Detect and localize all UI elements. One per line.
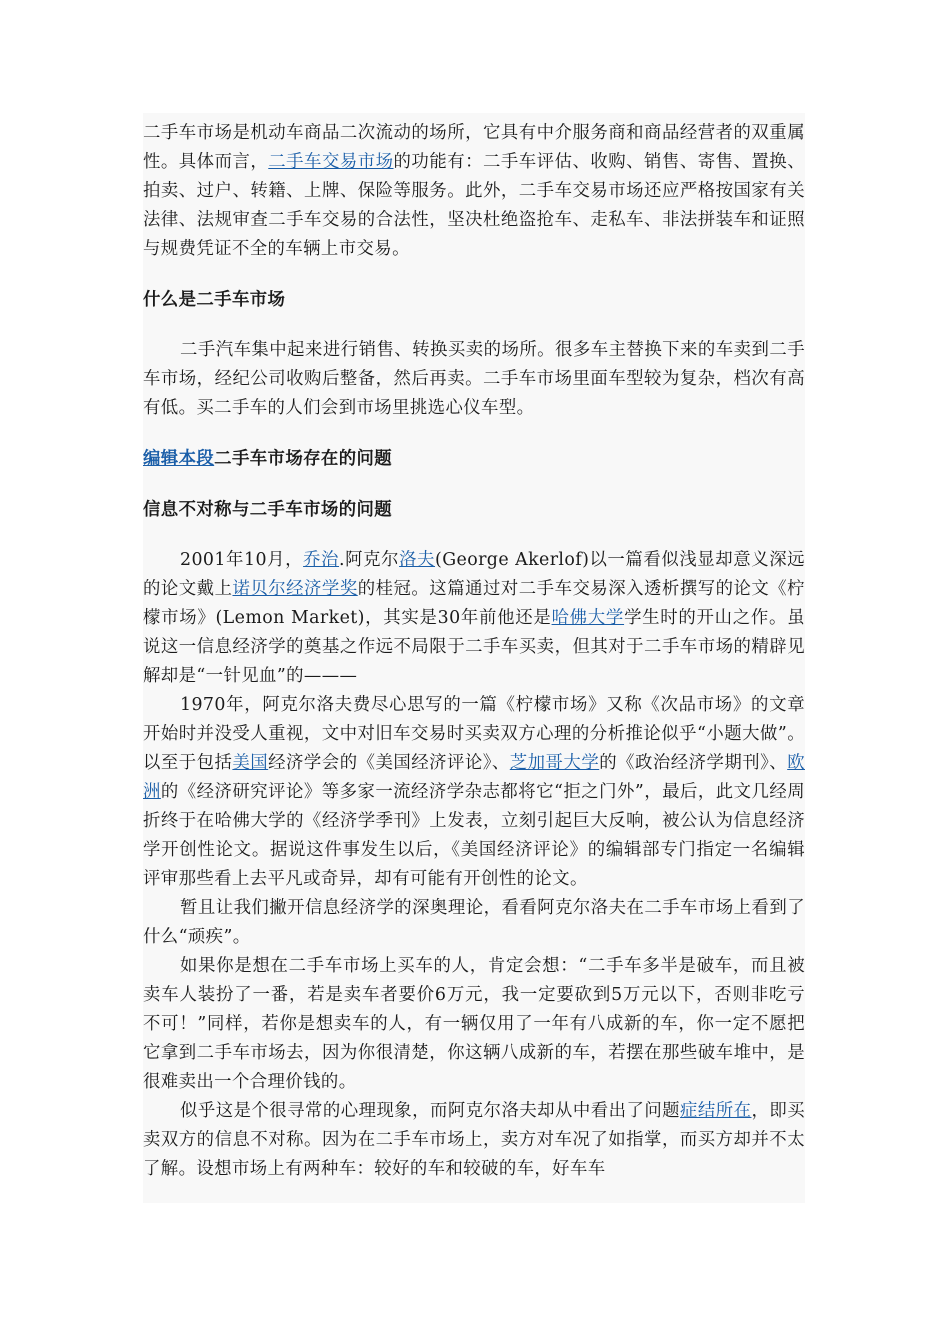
text-run: 的功能有：二手车评估、收购、销售、寄售、置换、拍卖、过户、转籍、上牌、保险等服务。此外，二手车交易市场还应严格按国家有关法律、法规审查二手车交易的合法性，坚决杜绝盗抢车、走私车、非法拼装车和证照与规费凭证不全的车辆上市交易。 — [143, 152, 805, 259]
section-heading-problems — [143, 445, 805, 474]
section-heading-information-asymmetry: 信息不对称与二手车市场的问题 — [143, 500, 393, 520]
buyer-seller-paragraph: 如果你是想在二手车市场上买车的人，肯定会想：“二手车多半是破车，而且被卖车人装扮了一番，若是卖车者要价6万元，我一定要砍到5万元以下，否则非吃亏不可！”同样，若你是想卖车的人，有一辆仅用了一年有八成新的车，你一定不愿把它拿到二手车市场去，因为你很清楚，你这辆八成新的车，若摆在那些破车堆中，是很难卖出一个合理价钱的。 — [143, 956, 805, 1092]
link-lofu[interactable]: 洛夫 — [399, 550, 436, 570]
intro-paragraph — [143, 119, 805, 264]
text-run: 二手车市场是机动车商品二次流动的场所，它具有中介服务商和商品经营者的双重属性。具体而言， — [143, 123, 805, 172]
section-heading-what-is: 什么是二手车市场 — [143, 290, 286, 310]
text-run: ，即买卖双方的信息不对称。因为在二手车市场上，卖方对车况了如指掌，而买方却并不太了解。设想市场上有两种车：较好的车和较破的车，好车车 — [143, 1101, 805, 1179]
definition-paragraph: 二手汽车集中起来进行销售、转换买卖的场所。很多车主替换下来的车卖到二手车市场，经纪公司收购后整备，然后再卖。二手车市场里面车型较为复杂，档次有高有低。买二手车的人们会到市场里挑选心仪车型。 — [143, 340, 805, 418]
text-run: 学生时的开山之作。虽说这一信息经济学的奠基之作远不局限于二手车买卖，但其对于二手车市场的精辟见解却是“一针见血”的——— — [143, 608, 805, 686]
asymmetry-paragraph — [143, 1097, 805, 1184]
chronic-problem-paragraph: 暂且让我们撇开信息经济学的深奥理论，看看阿克尔洛夫在二手车市场上看到了什么“顽疾”。 — [143, 898, 805, 947]
article-body — [143, 113, 805, 1203]
text-run: 的《政治经济学期刊》、 — [599, 753, 788, 773]
link-usa[interactable]: 美国 — [232, 753, 269, 773]
link-crux[interactable]: 症结所在 — [680, 1101, 752, 1121]
text-run: 的《经济研究评论》等多家一流经济学杂志都将它“拒之门外”，最后，此文几经周折终于在哈佛大学的《经济学季刊》上发表，立刻引起巨大反响，被公认为信息经济学开创性论文。据说这件事发生以后，《美国经济评论》的编辑部专门指定一名编辑评审那些看上去平凡或奇异，却有可能有开创性的论文。 — [143, 782, 805, 889]
link-harvard-university[interactable]: 哈佛大学 — [551, 608, 625, 628]
link-used-car-trading-market[interactable]: 二手车交易市场 — [268, 152, 394, 172]
link-nobel-economics-prize[interactable]: 诺贝尔经济学奖 — [232, 579, 358, 599]
text-run: 的桂冠。这篇通过对二手车交易深入透析撰写的论文《柠檬市场》(Lemon Market)，其实是30年前他还是 — [143, 579, 805, 628]
akerlof-paragraph — [143, 546, 805, 691]
text-run: 2001年10月， — [180, 550, 304, 570]
link-george[interactable]: 乔治 — [303, 550, 340, 570]
text-run: 似乎这是个很寻常的心理现象，而阿克尔洛夫却从中看出了问题 — [180, 1101, 681, 1121]
link-europe[interactable]: 欧洲 — [143, 753, 805, 802]
link-university-of-chicago[interactable]: 芝加哥大学 — [509, 753, 600, 773]
lemon-market-history-paragraph — [143, 691, 805, 894]
edit-section-link[interactable]: 编辑本段 — [143, 449, 215, 469]
text-run: 1970年，阿克尔洛夫费尽心思写的一篇《柠檬市场》又称《次品市场》的文章开始时并没受人重视，文中对旧车交易时买卖双方心理的分析推论似乎“小题大做”。以至于包括 — [143, 695, 805, 773]
text-run: 经济学会的《美国经济评论》、 — [268, 753, 510, 773]
text-run: .阿克尔 — [339, 550, 400, 570]
heading-title: 二手车市场存在的问题 — [214, 449, 393, 469]
text-run: (George Akerlof)以一篇看似浅显却意义深远的论文戴上 — [143, 550, 805, 599]
